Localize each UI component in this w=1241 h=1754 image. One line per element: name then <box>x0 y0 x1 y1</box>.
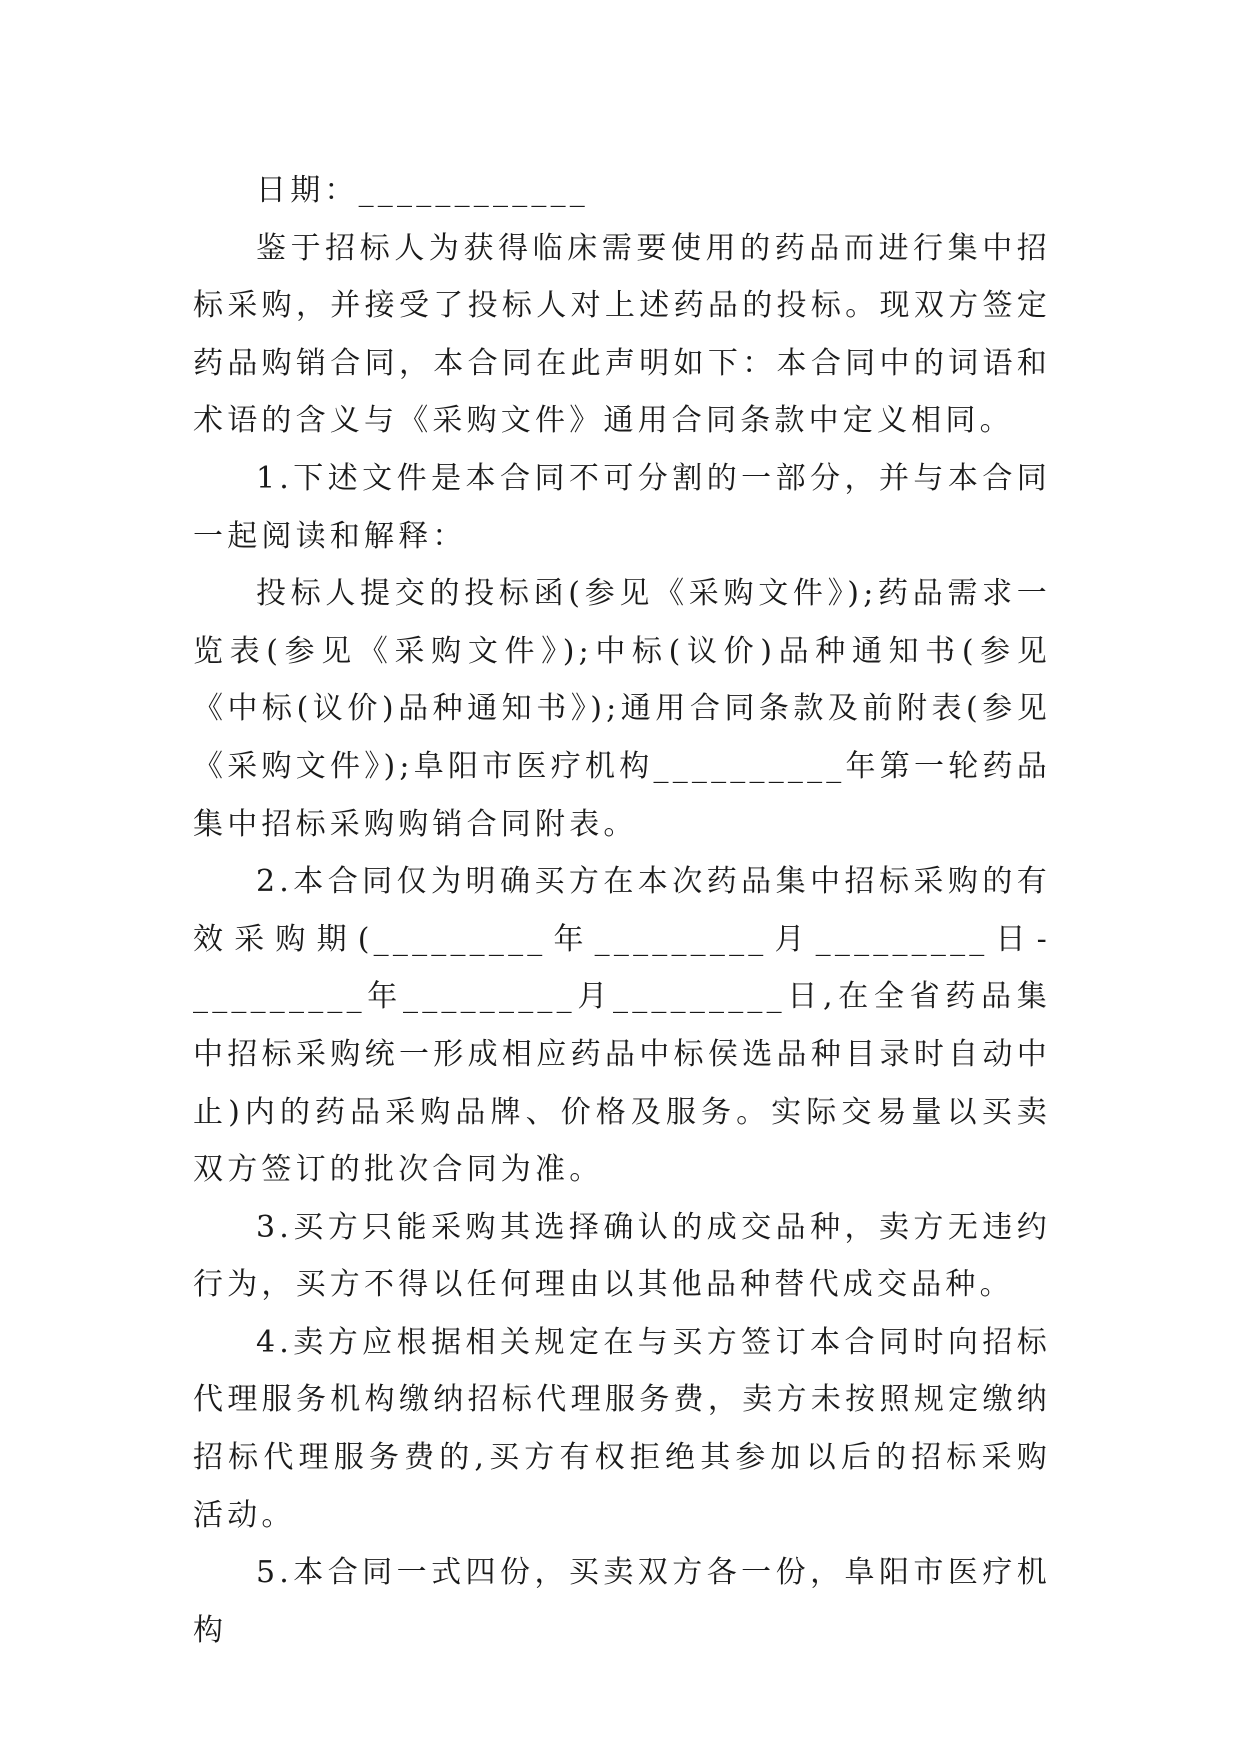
clause-1-documents: 投标人提交的投标函(参见《采购文件》);药品需求一览表(参见《采购文件》);中标(议价)品种通知书(参见《中标(议价)品种通知书》);通用合同条款及前附表(参见《采购文件》);阜阳市医疗机构__________年第一轮药品集中招标采购购销合同附表。 <box>193 576 1051 842</box>
date-line: 日期：____________ <box>256 173 589 208</box>
preamble-paragraph: 鉴于招标人为获得临床需要使用的药品而进行集中招标采购，并接受了投标人对上述药品的投标。现双方签定药品购销合同，本合同在此声明如下：本合同中的词语和术语的含义与《采购文件》通用合同条款中定义相同。 <box>193 230 1051 439</box>
clause-5: 5.本合同一式四份，买卖双方各一份，阜阳市医疗机构 <box>193 1555 1051 1648</box>
clause-2: 2.本合同仅为明确买方在本次药品集中招标采购的有效采购期(_________年_________月_________日-_________年_________月_________日,在全省药品集中招标采购统一形成相应药品中标侯选品种目录时自动中止)内的药品采购品牌、价格及服务。实际交易量以买卖双方签订的批次合同为准。 <box>193 864 1051 1188</box>
clause-1: 1.下述文件是本合同不可分割的一部分，并与本合同一起阅读和解释： <box>193 460 1051 554</box>
clause-3: 3.买方只能采购其选择确认的成交品种，卖方无违约行为，买方不得以任何理由以其他品种替代成交品种。 <box>193 1209 1051 1303</box>
clause-4: 4.卖方应根据相关规定在与买方签订本合同时向招标代理服务机构缴纳招标代理服务费，卖方未按照规定缴纳招标代理服务费的,买方有权拒绝其参加以后的招标采购活动。 <box>193 1324 1051 1533</box>
document-body <box>193 162 1051 1659</box>
